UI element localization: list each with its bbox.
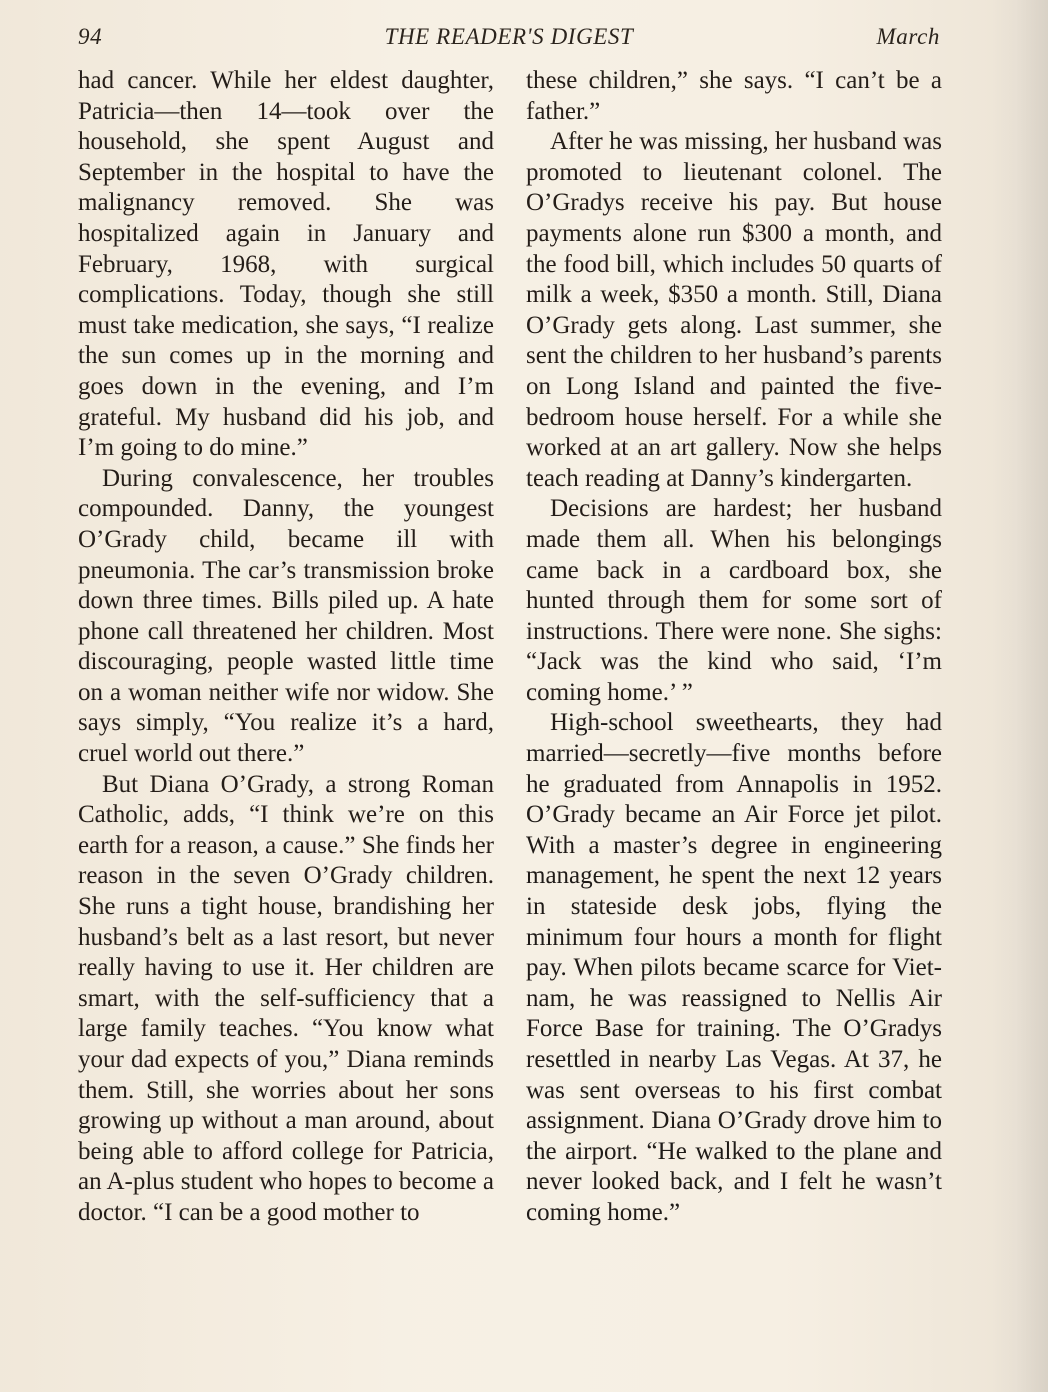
- left-paragraph-3: But Diana O’Grady, a strong Roman Catholic, adds, “I think we’re on this earth for a reason, a cause.” She finds her reason in the seven O’Grady children. She runs a tight house, brandishing her husband’s belt as a last resort, but never really having to use it. Her children are smart, with the self-sufficiency that a large family teaches. “You know what your dad expects of you,” Diana reminds them. Still, she worries about her sons growing up without a man around, about being able to afford college for Patricia, an A-plus student who hopes to become a doctor. “I can be a good mother to: [78, 770, 494, 1226]
- page-header: [78, 18, 940, 56]
- page-edge-shadow: [990, 0, 1048, 1392]
- right-paragraph-4: High-school sweethearts, they had married—secretly—five months before he graduated from Annapolis in 1952. O’Grady became an Air Force jet pilot. With a master’s degree in engineering management, he spent the next 12 years in stateside desk jobs, flying the minimum four hours a month for flight pay. When pilots became scarce for Vietnam, he was reassigned to Nellis Air Force Base for training. The O’Gradys resettled in nearby Las Vegas. At 37, he was sent overseas to his first combat assignment. Diana O’Grady drove him to the airport. “He walked to the plane and never looked back, and I felt he wasn’t coming home.”: [526, 709, 942, 1226]
- issue-month: March: [876, 24, 940, 49]
- right-paragraph-3: Decisions are hardest; her husband made them all. When his belongings came back in a cardboard box, she hunted through them for some sort of instructions. There were none. She sighs: “Jack was the kind who said, ‘I’m coming home.’ ”: [526, 495, 942, 706]
- right-paragraph-1: these children,” she says. “I can’t be a father.”: [526, 67, 942, 125]
- publication-title: THE READER'S DIGEST: [384, 24, 634, 49]
- right-paragraph-2: After he was missing, her husband was promoted to lieutenant colonel. The O’Gradys receive his pay. But house payments alone run $300 a month, and the food bill, which includes 50 quarts of milk a week, $350 a month. Still, Diana O’Grady gets along. Last summer, she sent the children to her husband’s parents on Long Island and painted the five-bedroom house herself. For a while she worked at an art gallery. Now she helps teach reading at Danny’s kindergarten.: [526, 128, 942, 492]
- left-text-column: [78, 66, 494, 1229]
- left-paragraph-2: During convalescence, her troubles compounded. Danny, the youngest O’Grady child, became ill with pneumonia. The car’s transmission broke down three times. Bills piled up. A hate phone call threatened her children. Most discouraging, people wasted little time on a woman neither wife nor widow. She says simply, “You realize it’s a hard, cruel world out there.”: [78, 464, 494, 768]
- left-paragraph-1: had cancer. While her eldest daughter, Patricia—then 14—took over the household, she spent August and September in the hospital to have the malignancy removed. She was hospitalized again in January and February, 1968, with surgical complications. Today, though she still must take medication, she says, “I realize the sun comes up in the morning and goes down in the evening, and I’m grateful. My husband did his job, and I’m going to do mine.”: [78, 67, 494, 462]
- right-text-column: [526, 66, 942, 1229]
- page-number: 94: [78, 24, 103, 49]
